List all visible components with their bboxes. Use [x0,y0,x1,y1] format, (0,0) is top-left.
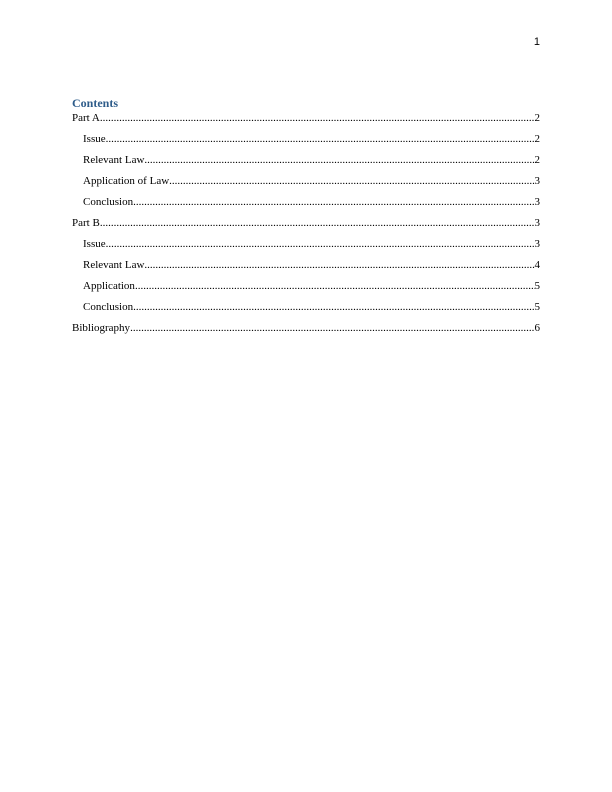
toc-entry-label: Application of Law [83,175,170,187]
toc-entry-page: 2 [534,112,540,124]
toc-entry-list [72,112,540,335]
toc-dot-leader [106,238,535,251]
table-of-contents [72,96,540,343]
toc-dot-leader [100,112,535,125]
toc-entry-part-b-conclusion[interactable] [72,301,540,314]
toc-entry-label: Part A [72,112,100,124]
toc-entry-page: 3 [534,196,540,208]
toc-entry-label: Bibliography [72,322,131,334]
toc-entry-part-a-conclusion[interactable] [72,196,540,209]
toc-entry-part-b-application[interactable] [72,280,540,293]
toc-entry-label: Conclusion [83,301,134,313]
toc-entry-page: 3 [534,217,540,229]
toc-dot-leader [130,322,534,335]
toc-entry-part-a[interactable] [72,112,540,125]
toc-dot-leader [135,280,535,293]
toc-entry-label: Relevant Law [83,259,145,271]
toc-entry-part-a-issue[interactable] [72,133,540,146]
toc-dot-leader [144,259,534,272]
toc-dot-leader [133,301,534,314]
toc-dot-leader [133,196,534,209]
toc-dot-leader [100,217,535,230]
toc-entry-label: Application [83,280,135,292]
toc-entry-page: 3 [534,238,540,250]
toc-heading: Contents [72,96,119,110]
toc-dot-leader [144,154,534,167]
toc-entry-page: 5 [534,301,540,313]
toc-entry-page: 6 [534,322,540,334]
toc-entry-label: Part B [72,217,100,229]
toc-entry-page: 3 [534,175,540,187]
toc-entry-page: 2 [534,154,540,166]
toc-entry-label: Relevant Law [83,154,145,166]
toc-dot-leader [106,133,535,146]
page-number: 1 [533,36,540,48]
toc-entry-label: Conclusion [83,196,134,208]
toc-dot-leader [169,175,534,188]
toc-entry-part-a-relevant-law[interactable] [72,154,540,167]
toc-entry-page: 2 [534,133,540,145]
toc-entry-label: Issue [83,133,106,145]
toc-entry-page: 5 [534,280,540,292]
toc-entry-page: 4 [534,259,540,271]
toc-entry-part-a-application-of-law[interactable] [72,175,540,188]
toc-entry-part-b-relevant-law[interactable] [72,259,540,272]
toc-entry-part-b[interactable] [72,217,540,230]
toc-entry-label: Issue [83,238,106,250]
toc-entry-part-b-issue[interactable] [72,238,540,251]
toc-entry-bibliography[interactable] [72,322,540,335]
